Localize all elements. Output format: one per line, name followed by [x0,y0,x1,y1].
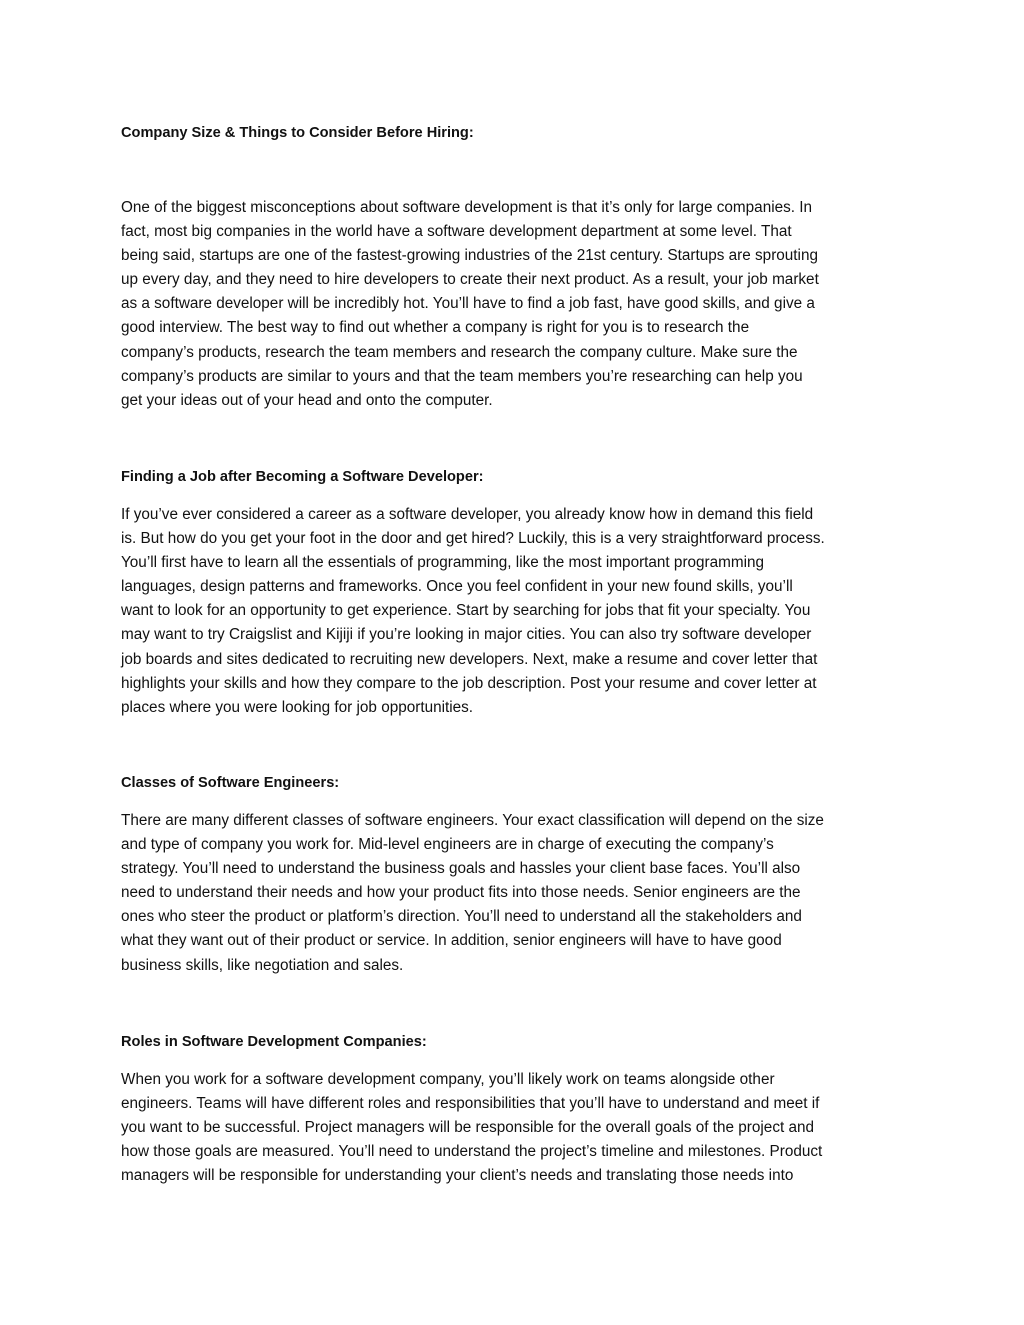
paragraph-line: languages, design patterns and frameworks. Once you feel confident in your new found skills, you’ll [121,578,793,596]
paragraph-line: you want to be successful. Project managers will be responsible for the overall goals of the project and [121,1119,814,1137]
paragraph-line: If you’ve ever considered a career as a software developer, you already know how in demand this field [121,506,814,523]
paragraph-line: One of the biggest misconceptions about software development is that it’s only for large companies. In [121,199,813,216]
section-heading: Finding a Job after Becoming a Software Developer: [121,469,484,485]
paragraph-line: and type of company you work for. Mid-level engineers are in charge of executing the company’s [121,836,774,854]
paragraph-line: need to understand their needs and how your product fits into those needs. Senior engineers are the [121,884,801,902]
paragraph-line: engineers. Teams will have different roles and responsibilities that you’ll have to understand and meet if [121,1095,820,1113]
paragraph-line: ones who steer the product or platform’s direction. You’ll need to understand all the stakeholders and [121,908,802,926]
section-paragraph [121,1068,911,1188]
paragraph-line: business skills, like negotiation and sales. [121,956,404,974]
section-paragraph [121,503,911,720]
section-heading: Company Size & Things to Consider Before Hiring: [121,125,474,141]
section-heading: Roles in Software Development Companies: [121,1034,427,1050]
paragraph-line: job boards and sites dedicated to recruiting new developers. Next, make a resume and cover letter that [121,650,818,668]
paragraph-line: get your ideas out of your head and onto the computer. [121,391,493,409]
paragraph-line: good interview. The best way to find out whether a company is right for you is to research the [121,319,750,337]
paragraph-line: strategy. You’ll need to understand the business goals and hassles your client base faces. You’ll also [121,860,801,878]
paragraph-line: You’ll first have to learn all the essentials of programming, like the most important programming [121,554,765,572]
paragraph-line: what they want out of their product or service. In addition, senior engineers will have to have good [121,932,782,950]
paragraph-line: fact, most big companies in the world have a software development department at some level. That [121,223,792,241]
section-paragraph [121,809,911,978]
section-heading: Classes of Software Engineers: [121,775,340,791]
section-paragraph [121,196,911,413]
paragraph-line: highlights your skills and how they compare to the job description. Post your resume and cover letter at [121,674,817,692]
paragraph-line: being said, startups are one of the fastest-growing industries of the 21st century. Startups are sprouting [121,247,818,265]
paragraph-line: managers will be responsible for understanding your client’s needs and translating those needs into [121,1167,794,1185]
paragraph-line: up every day, and they need to hire developers to create their next product. As a result, your job market [121,271,819,289]
paragraph-line: There are many different classes of software engineers. Your exact classification will depend on the size [121,812,824,829]
paragraph-line: company’s products, research the team members and research the company culture. Make sure the [121,343,798,361]
paragraph-line: When you work for a software development company, you’ll likely work on teams alongside other [121,1071,775,1088]
paragraph-line: want to look for an opportunity to get experience. Start by searching for jobs that fit your specialty. You [121,602,811,620]
paragraph-line: is. But how do you get your foot in the door and get hired? Luckily, this is a very straightforward process. [121,530,825,548]
paragraph-line: how those goals are measured. You’ll need to understand the project’s timeline and milestones. Product [121,1143,823,1161]
paragraph-line: as a software developer will be incredibly hot. You’ll have to find a job fast, have good skills, and give a [121,295,815,313]
paragraph-line: places where you were looking for job opportunities. [121,698,474,716]
paragraph-line: company’s products are similar to yours and that the team members you’re researching can help you [121,367,803,385]
paragraph-line: may want to try Craigslist and Kijiji if you’re looking in major cities. You can also try software developer [121,626,812,644]
